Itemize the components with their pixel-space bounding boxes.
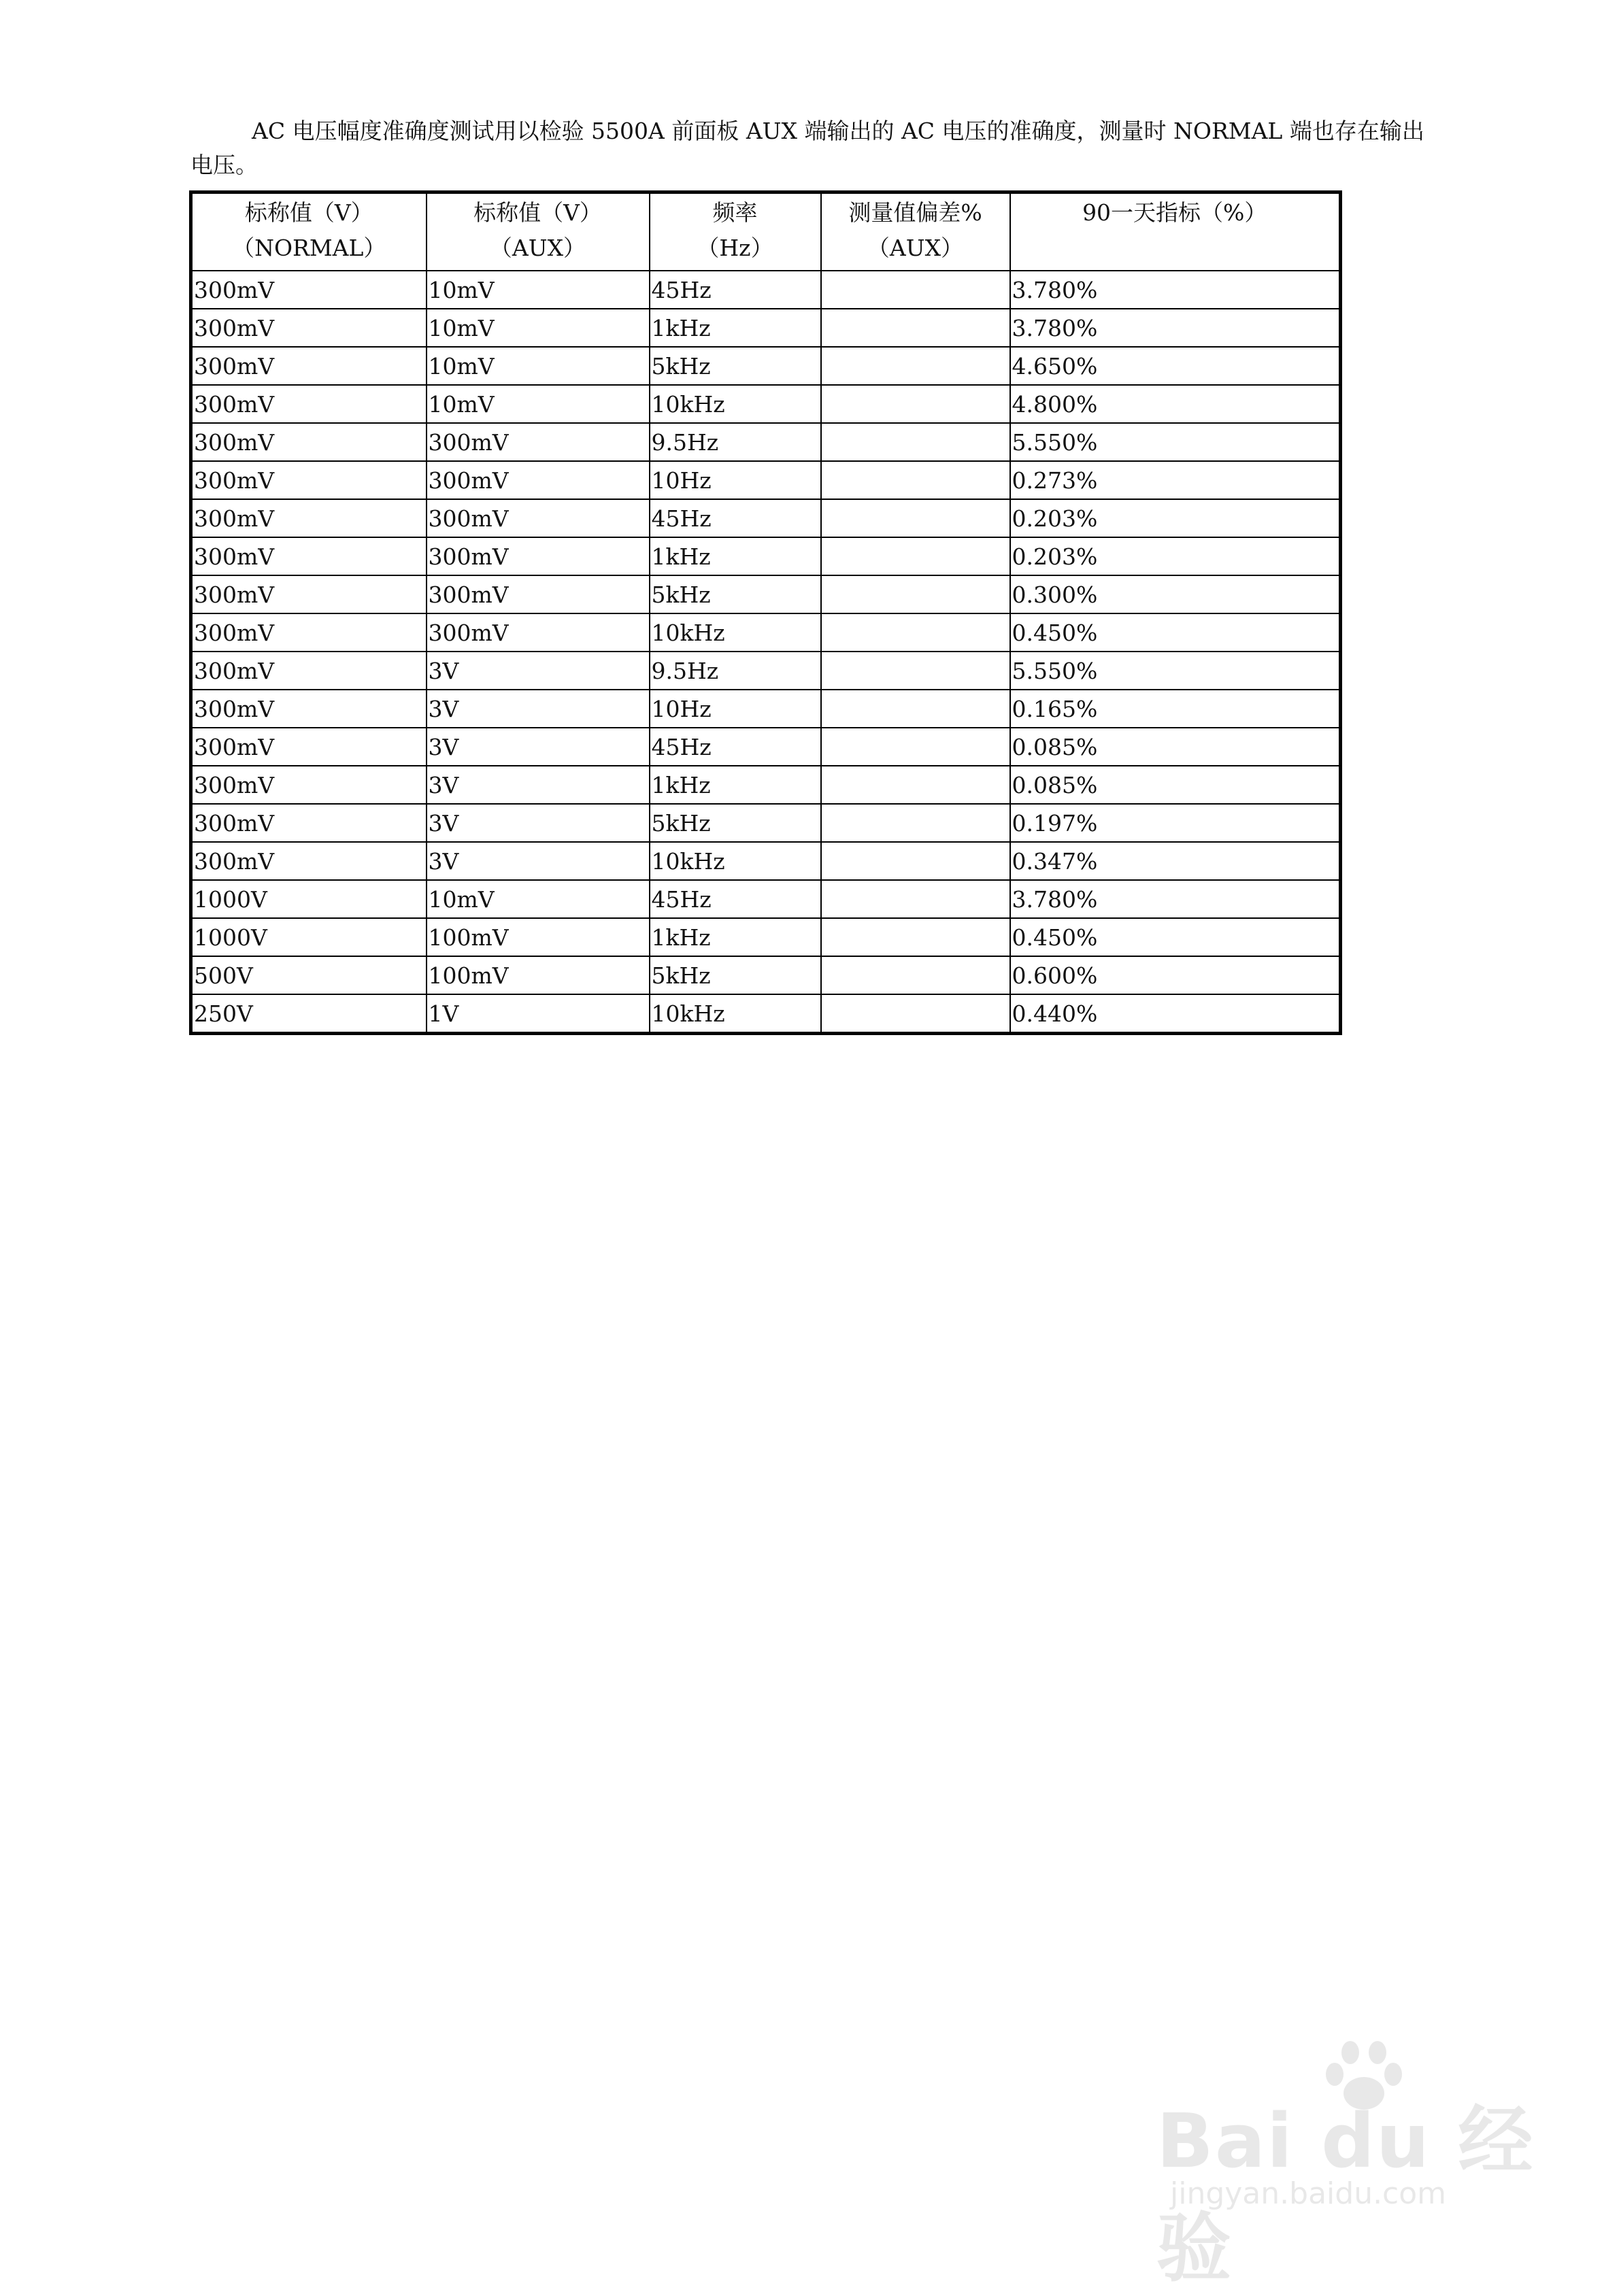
cell-frequency: 10kHz: [650, 994, 821, 1034]
cell-measured-deviation: [821, 994, 1010, 1034]
table-row: [191, 613, 1341, 652]
table-row: [191, 994, 1341, 1034]
cell-normal-nominal: 250V: [191, 994, 427, 1034]
cell-90-day-spec: 0.600%: [1010, 956, 1341, 994]
table-row: [191, 461, 1341, 499]
cell-frequency: 9.5Hz: [650, 423, 821, 461]
cell-aux-nominal: 300mV: [427, 537, 650, 575]
cell-measured-deviation: [821, 575, 1010, 613]
cell-aux-nominal: 10mV: [427, 385, 650, 423]
cell-90-day-spec: 5.550%: [1010, 423, 1341, 461]
cell-frequency: 1kHz: [650, 766, 821, 804]
cell-90-day-spec: 3.780%: [1010, 880, 1341, 918]
cell-measured-deviation: [821, 880, 1010, 918]
cell-normal-nominal: 1000V: [191, 918, 427, 956]
cell-aux-nominal: 10mV: [427, 271, 650, 309]
cell-frequency: 9.5Hz: [650, 652, 821, 690]
table-row: [191, 423, 1341, 461]
cell-frequency: 10kHz: [650, 385, 821, 423]
baidu-jingyan-watermark: [1156, 2040, 1537, 2292]
table-row: [191, 918, 1341, 956]
cell-normal-nominal: 300mV: [191, 309, 427, 347]
cell-frequency: 45Hz: [650, 271, 821, 309]
watermark-url: jingyan.baidu.com: [1170, 2176, 1447, 2211]
cell-measured-deviation: [821, 956, 1010, 994]
cell-90-day-spec: 0.300%: [1010, 575, 1341, 613]
cell-aux-nominal: 3V: [427, 804, 650, 842]
cell-90-day-spec: 4.650%: [1010, 347, 1341, 385]
cell-measured-deviation: [821, 271, 1010, 309]
cell-measured-deviation: [821, 613, 1010, 652]
cell-aux-nominal: 300mV: [427, 423, 650, 461]
header-measured-deviation: [821, 192, 1010, 271]
header-line: 测量值偏差%: [848, 199, 982, 226]
cell-normal-nominal: 300mV: [191, 690, 427, 728]
cell-frequency: 45Hz: [650, 499, 821, 537]
cell-normal-nominal: 300mV: [191, 537, 427, 575]
table-row: [191, 347, 1341, 385]
cell-normal-nominal: 300mV: [191, 766, 427, 804]
cell-measured-deviation: [821, 804, 1010, 842]
cell-normal-nominal: 300mV: [191, 271, 427, 309]
table-row: [191, 652, 1341, 690]
header-line: （Hz）: [697, 235, 773, 261]
cell-90-day-spec: 5.550%: [1010, 652, 1341, 690]
cell-frequency: 10Hz: [650, 690, 821, 728]
header-line: 90一天指标（%）: [1082, 199, 1267, 226]
header-frequency: [650, 192, 821, 271]
cell-90-day-spec: 0.450%: [1010, 918, 1341, 956]
cell-measured-deviation: [821, 461, 1010, 499]
cell-90-day-spec: 0.203%: [1010, 499, 1341, 537]
table-row: [191, 728, 1341, 766]
cell-aux-nominal: 300mV: [427, 461, 650, 499]
cell-aux-nominal: 100mV: [427, 956, 650, 994]
header-line: （AUX）: [867, 235, 964, 261]
cell-90-day-spec: 0.085%: [1010, 766, 1341, 804]
cell-90-day-spec: 3.780%: [1010, 309, 1341, 347]
cell-90-day-spec: 0.197%: [1010, 804, 1341, 842]
cell-measured-deviation: [821, 842, 1010, 880]
cell-normal-nominal: 300mV: [191, 423, 427, 461]
cell-measured-deviation: [821, 537, 1010, 575]
cell-normal-nominal: 300mV: [191, 575, 427, 613]
table-row: [191, 880, 1341, 918]
cell-90-day-spec: 0.450%: [1010, 613, 1341, 652]
header-line: （NORMAL）: [232, 235, 386, 261]
cell-measured-deviation: [821, 423, 1010, 461]
table-row: [191, 385, 1341, 423]
cell-frequency: 1kHz: [650, 918, 821, 956]
table-row: [191, 309, 1341, 347]
table-row: [191, 956, 1341, 994]
cell-measured-deviation: [821, 309, 1010, 347]
header-line: （AUX）: [489, 235, 586, 261]
table-header-row: [191, 192, 1341, 271]
cell-90-day-spec: 0.203%: [1010, 537, 1341, 575]
table-body: [191, 271, 1341, 1034]
cell-frequency: 5kHz: [650, 804, 821, 842]
cell-frequency: 5kHz: [650, 956, 821, 994]
cell-frequency: 10kHz: [650, 842, 821, 880]
cell-aux-nominal: 10mV: [427, 309, 650, 347]
table-row: [191, 271, 1341, 309]
cell-aux-nominal: 300mV: [427, 575, 650, 613]
cell-aux-nominal: 3V: [427, 652, 650, 690]
cell-measured-deviation: [821, 385, 1010, 423]
cell-aux-nominal: 100mV: [427, 918, 650, 956]
watermark-brand: Bai du 经验: [1156, 2097, 1535, 2292]
header-line: 标称值（V）: [473, 199, 602, 226]
cell-aux-nominal: 1V: [427, 994, 650, 1034]
cell-measured-deviation: [821, 728, 1010, 766]
table-row: [191, 575, 1341, 613]
table-row: [191, 537, 1341, 575]
cell-aux-nominal: 10mV: [427, 880, 650, 918]
cell-frequency: 45Hz: [650, 880, 821, 918]
header-normal-nominal: [191, 192, 427, 271]
cell-normal-nominal: 1000V: [191, 880, 427, 918]
cell-frequency: 1kHz: [650, 537, 821, 575]
cell-frequency: 45Hz: [650, 728, 821, 766]
intro-paragraph: AC 电压幅度准确度测试用以检验 5500A 前面板 AUX 端输出的 AC 电压的准确度，测量时 NORMAL 端也存在输出电压。: [190, 118, 1424, 178]
cell-frequency: 5kHz: [650, 575, 821, 613]
cell-normal-nominal: 300mV: [191, 728, 427, 766]
cell-aux-nominal: 3V: [427, 766, 650, 804]
cell-aux-nominal: 10mV: [427, 347, 650, 385]
cell-90-day-spec: 0.347%: [1010, 842, 1341, 880]
cell-measured-deviation: [821, 347, 1010, 385]
cell-frequency: 10kHz: [650, 613, 821, 652]
cell-aux-nominal: 300mV: [427, 613, 650, 652]
cell-normal-nominal: 500V: [191, 956, 427, 994]
cell-90-day-spec: 3.780%: [1010, 271, 1341, 309]
cell-normal-nominal: 300mV: [191, 385, 427, 423]
table-row: [191, 499, 1341, 537]
header-90-day-spec: [1010, 192, 1341, 271]
header-line: 标称值（V）: [244, 199, 373, 226]
cell-measured-deviation: [821, 918, 1010, 956]
cell-normal-nominal: 300mV: [191, 461, 427, 499]
cell-normal-nominal: 300mV: [191, 842, 427, 880]
cell-90-day-spec: 0.085%: [1010, 728, 1341, 766]
header-line: 频率: [712, 199, 758, 226]
cell-normal-nominal: 300mV: [191, 499, 427, 537]
table-row: [191, 690, 1341, 728]
cell-aux-nominal: 3V: [427, 690, 650, 728]
cell-measured-deviation: [821, 690, 1010, 728]
cell-measured-deviation: [821, 766, 1010, 804]
cell-aux-nominal: 3V: [427, 728, 650, 766]
cell-90-day-spec: 0.165%: [1010, 690, 1341, 728]
table-row: [191, 842, 1341, 880]
cell-normal-nominal: 300mV: [191, 652, 427, 690]
cell-90-day-spec: 0.273%: [1010, 461, 1341, 499]
cell-normal-nominal: 300mV: [191, 347, 427, 385]
header-aux-nominal: [427, 192, 650, 271]
cell-aux-nominal: 300mV: [427, 499, 650, 537]
cell-90-day-spec: 4.800%: [1010, 385, 1341, 423]
accuracy-table: [189, 190, 1342, 1035]
cell-90-day-spec: 0.440%: [1010, 994, 1341, 1034]
cell-aux-nominal: 3V: [427, 842, 650, 880]
cell-frequency: 5kHz: [650, 347, 821, 385]
cell-normal-nominal: 300mV: [191, 613, 427, 652]
cell-normal-nominal: 300mV: [191, 804, 427, 842]
cell-frequency: 10Hz: [650, 461, 821, 499]
table-row: [191, 804, 1341, 842]
cell-measured-deviation: [821, 652, 1010, 690]
table-row: [191, 766, 1341, 804]
cell-frequency: 1kHz: [650, 309, 821, 347]
cell-measured-deviation: [821, 499, 1010, 537]
